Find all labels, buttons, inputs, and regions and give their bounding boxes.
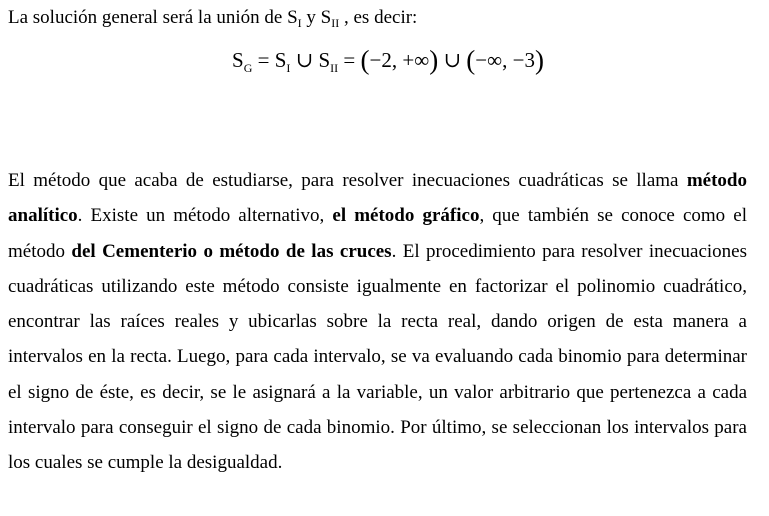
method-paragraph xyxy=(8,163,747,481)
intro-text-before: La solución general será la unión de S xyxy=(8,7,298,28)
eq-sub-g: G xyxy=(243,61,253,75)
eq-interval-2: −∞, −3 xyxy=(475,48,535,72)
intro-line xyxy=(8,6,417,35)
eq-s: S xyxy=(232,48,244,72)
para-bold-cemetery-method: del Cementerio o método de las cruces xyxy=(71,240,392,262)
eq-sub-i: I xyxy=(286,61,291,75)
eq-equals: = xyxy=(338,48,361,72)
eq-sub-ii: II xyxy=(330,61,339,75)
intro-sub-ii: II xyxy=(331,16,340,30)
eq-open-paren-1: ( xyxy=(360,45,370,75)
intro-sub-i: I xyxy=(297,16,302,30)
eq-equals-s1: = S xyxy=(252,48,287,72)
eq-open-paren-2: ( xyxy=(466,45,476,75)
eq-close-paren-1: ) xyxy=(429,45,439,75)
para-bold-analytic-method: método analítico xyxy=(8,170,747,227)
eq-interval-1: −2, +∞ xyxy=(369,48,430,72)
solution-equation xyxy=(232,45,544,83)
para-text-2: . Existe un método alternativo, xyxy=(77,205,333,227)
para-text-3: , que también se conoce como el método xyxy=(8,205,747,262)
para-text-1: El método que acaba de estudiarse, para resolver inecuaciones cuadráticas se llama xyxy=(8,170,687,191)
eq-union-s2: ∪ S xyxy=(290,48,331,72)
intro-text-after: , es decir: xyxy=(339,7,418,28)
eq-union: ∪ xyxy=(438,48,467,72)
para-bold-graphic-method: el método gráfico xyxy=(332,205,480,227)
para-text-4: . El procedimiento para resolver inecuaciones cuadráticas utilizando este método consiste igualmente en factorizar el polinomio cuadrático, encontrar las raíces reales y ubicarlas sobre la recta real, dando origen de esta manera a intervalos en la recta. Luego, para cada intervalo, se va evaluando cada binomio para determinar el signo de éste, es decir, se le asignará a la variable, un valor arbitrario que pertenezca a cada intervalo para conseguir el signo de cada binomio. Por último, se seleccionan los intervalos para los cuales se cumple la desigualdad. xyxy=(8,240,747,474)
eq-close-paren-2: ) xyxy=(534,45,544,75)
intro-text-mid: y S xyxy=(301,7,332,28)
